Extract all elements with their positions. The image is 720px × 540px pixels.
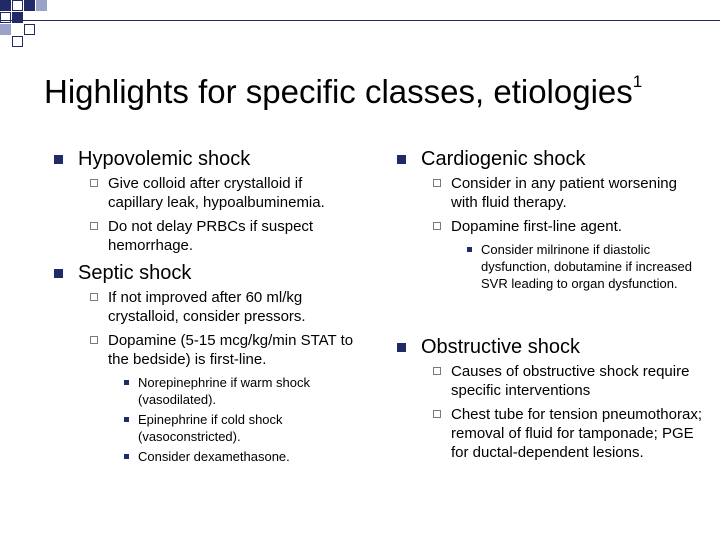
list-item: [78, 217, 355, 255]
small-square-bullet-icon: [124, 417, 129, 422]
subitem-text: Consider dexamethasone.: [138, 449, 290, 464]
item-text: Chest tube for tension pneumothorax; removal of fluid for tamponade; PGE for ductal-dependent lesions.: [451, 406, 702, 461]
sub-list-item: [78, 448, 355, 465]
section-heading: Septic shock: [78, 262, 192, 284]
item-text: Consider in any patient worsening with fluid therapy.: [451, 175, 677, 211]
deco-square: [24, 0, 35, 11]
section-spacer: [393, 296, 703, 334]
section-heading: Cardiogenic shock: [421, 148, 586, 170]
square-bullet-icon: [54, 155, 63, 164]
section-cardiogenic: [393, 146, 703, 292]
sub-list-item: [78, 411, 355, 445]
section-septic: [50, 260, 355, 465]
hollow-square-bullet-icon: [90, 222, 98, 230]
slide-title: [44, 66, 704, 112]
section-heading: Obstructive shock: [421, 336, 580, 358]
list-item: [421, 405, 703, 462]
deco-square: [36, 0, 47, 11]
section-heading: Hypovolemic shock: [78, 148, 251, 170]
section-hypovolemic: [50, 146, 355, 255]
title-footnote-marker: 1: [632, 72, 643, 91]
list-item: [421, 362, 703, 400]
left-column: [50, 146, 355, 469]
item-text: Do not delay PRBCs if suspect hemorrhage.: [108, 218, 314, 254]
list-item: [421, 174, 703, 212]
header-rule: [0, 20, 720, 21]
sub-list-item: [78, 374, 355, 408]
slide-title-text: Highlights for specific classes, etiologies: [44, 73, 633, 110]
list-item: [78, 288, 355, 326]
small-square-bullet-icon: [124, 380, 129, 385]
small-square-bullet-icon: [124, 454, 129, 459]
deco-square: [0, 24, 11, 35]
hollow-square-bullet-icon: [90, 293, 98, 301]
hollow-square-bullet-icon: [433, 222, 441, 230]
subitem-text: Consider milrinone if diastolic dysfunction, dobutamine if increased SVR leading to organ dysfunction.: [481, 242, 693, 291]
deco-square: [24, 24, 35, 35]
list-item: [421, 217, 703, 236]
right-column: [393, 146, 703, 467]
deco-square: [0, 0, 11, 11]
item-text: If not improved after 60 ml/kg crystalloid, consider pressors.: [108, 289, 306, 325]
corner-decoration: [0, 0, 120, 50]
deco-square: [12, 36, 23, 47]
list-item: [78, 331, 355, 369]
square-bullet-icon: [54, 269, 63, 278]
small-square-bullet-icon: [467, 247, 472, 252]
hollow-square-bullet-icon: [433, 367, 441, 375]
square-bullet-icon: [397, 155, 406, 164]
deco-square: [12, 0, 23, 11]
deco-square: [0, 12, 11, 23]
item-text: Causes of obstructive shock require specific interventions: [451, 363, 690, 399]
item-text: Dopamine first-line agent.: [451, 218, 622, 235]
square-bullet-icon: [397, 343, 406, 352]
hollow-square-bullet-icon: [433, 179, 441, 187]
hollow-square-bullet-icon: [90, 179, 98, 187]
item-text: Dopamine (5-15 mcg/kg/min STAT to the bedside) is first-line.: [108, 332, 354, 368]
subitem-text: Epinephrine if cold shock (vasoconstricted).: [138, 412, 283, 444]
section-obstructive: [393, 334, 703, 462]
hollow-square-bullet-icon: [433, 410, 441, 418]
sub-list-item: [421, 241, 703, 292]
hollow-square-bullet-icon: [90, 336, 98, 344]
subitem-text: Norepinephrine if warm shock (vasodilated).: [138, 375, 310, 407]
deco-square: [12, 12, 23, 23]
item-text: Give colloid after crystalloid if capillary leak, hypoalbuminemia.: [108, 175, 325, 211]
list-item: [78, 174, 355, 212]
